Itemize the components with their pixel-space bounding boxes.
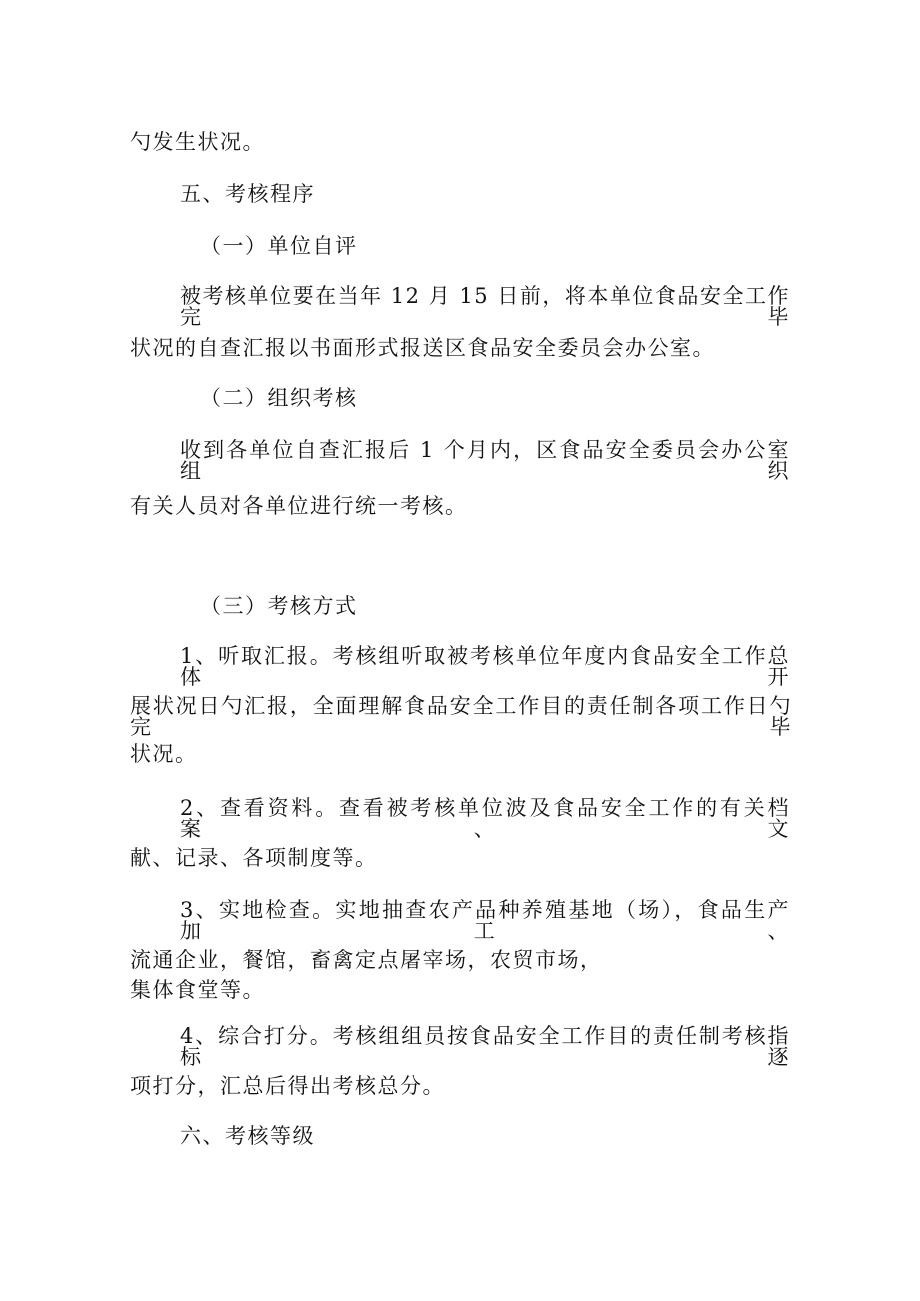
- list-item-1-line: 展状况日勺汇报，全面理解食品安全工作目的责任制各项工作日勺完毕: [130, 694, 792, 739]
- list-item-2-line: 献、记录、各项制度等。: [130, 846, 378, 870]
- section-heading-6: 六、考核等级: [180, 1124, 315, 1148]
- paragraph-line: 被考核单位要在当年 12 月 15 日前，将本单位食品安全工作完毕: [180, 284, 790, 329]
- paragraph-line: 状况的自查汇报以书面形式报送区食品安全委员会办公室。: [130, 336, 715, 360]
- list-item-1-line: 1、听取汇报。考核组听取被考核单位年度内食品安全工作总体开: [180, 644, 790, 689]
- list-item-3-line: 流通企业，餐馆，畜禽定点屠宰场，农贸市场，: [130, 948, 603, 972]
- paragraph-line: 有关人员对各单位进行统一考核。: [130, 494, 468, 518]
- paragraph-continuation: 勺发生状况。: [130, 130, 265, 154]
- list-item-2-line: 2、查看资料。查看被考核单位波及食品安全工作的有关档案、文: [180, 796, 790, 841]
- list-item-3-line: 3、实地检查。实地抽查农产品种养殖基地（场），食品生产加工、: [180, 898, 790, 943]
- subsection-heading-3: （三）考核方式: [200, 594, 358, 618]
- list-item-4-line: 项打分，汇总后得出考核总分。: [130, 1074, 445, 1098]
- list-item-4-line: 4、综合打分。考核组组员按食品安全工作目的责任制考核指标逐: [180, 1024, 790, 1069]
- list-item-1-line: 状况。: [130, 742, 198, 766]
- section-heading-5: 五、考核程序: [180, 182, 315, 206]
- subsection-heading-2: （二）组织考核: [200, 386, 358, 410]
- subsection-heading-1: （一）单位自评: [200, 234, 358, 258]
- paragraph-line: 收到各单位自查汇报后 1 个月内，区食品安全委员会办公室组织: [180, 438, 790, 483]
- list-item-3-line: 集体食堂等。: [130, 978, 265, 1002]
